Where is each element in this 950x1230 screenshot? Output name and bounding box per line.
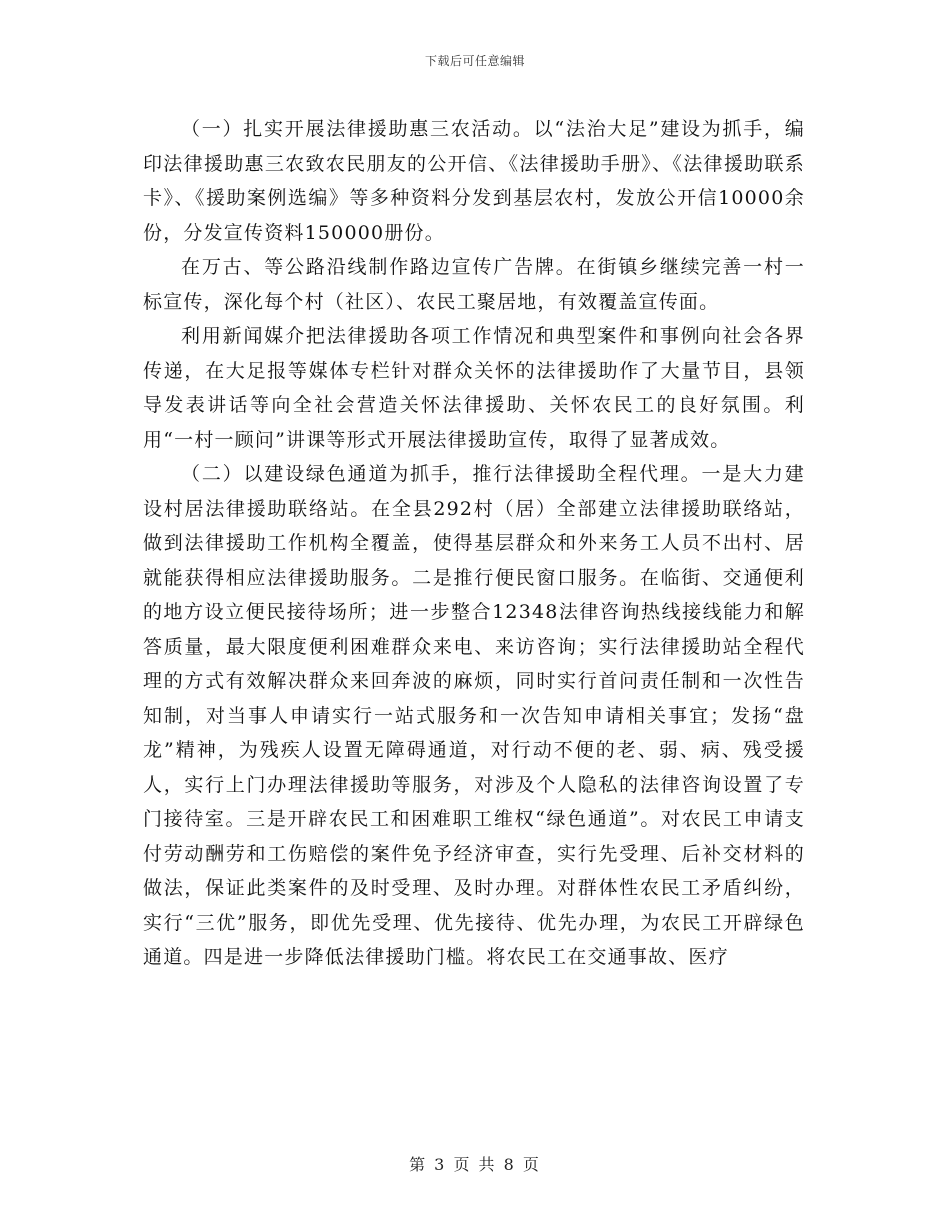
page-footer: 第 3 页 共 8 页 bbox=[409, 1155, 541, 1174]
page-header: 下载后可任意编辑 bbox=[424, 54, 525, 68]
document-body bbox=[143, 112, 805, 975]
paragraph-1: （一）扎实开展法律援助惠三农活动。以“法治大足”建设为抓手，编印法律援助惠三农致农民朋友的公开信、《法律援助手册》、《法律援助联系卡》、《援助案例选编》等多种资料分发到基层农村，发放公开信10000余份，分发宣传资料150000册份。 bbox=[143, 118, 805, 244]
paragraph-4: （二）以建设绿色通道为抓手，推行法律援助全程代理。一是大力建设村居法律援助联络站。在全县292村（居）全部建立法律援助联络站，做到法律援助工作机构全覆盖，使得基层群众和外来务工人员不出村、居就能获得相应法律援助服务。二是推行便民窗口服务。在临街、交通便利的地方设立便民接待场所；进一步整合12348法律咨询热线接线能力和解答质量，最大限度便利困难群众来电、来访咨询；实行法律援助站全程代理的方式有效解决群众来回奔波的麻烦，同时实行首问责任制和一次性告知制，对当事人申请实行一站式服务和一次告知申请相关事宜；发扬“盘龙”精神，为残疾人设置无障碍通道，对行动不便的老、弱、病、残受援人，实行上门办理法律援助等服务，对涉及个人隐私的法律咨询设置了专门接待室。三是开辟农民工和困难职工维权“绿色通道”。对农民工申请支付劳动酬劳和工伤赔偿的案件免予经济审查，实行先受理、后补交材料的做法，保证此类案件的及时受理、及时办理。对群体性农民工矛盾纠纷，实行“三优”服务，即优先受理、优先接待、优先办理，为农民工开辟绿色通道。四是进一步降低法律援助门槛。将农民工在交通事故、医疗 bbox=[143, 463, 805, 968]
paragraph-2: 在万古、等公路沿线制作路边宣传广告牌。在街镇乡继续完善一村一标宣传，深化每个村（社区）、农民工聚居地，有效覆盖宣传面。 bbox=[143, 256, 805, 313]
paragraph-3: 利用新闻媒介把法律援助各项工作情况和典型案件和事例向社会各界传递，在大足报等媒体专栏针对群众关怀的法律援助作了大量节目，县领导发表讲话等向全社会营造关怀法律援助、关怀农民工的良好氛围。利用“一村一顾问”讲课等形式开展法律援助宣传，取得了显著成效。 bbox=[143, 325, 805, 451]
